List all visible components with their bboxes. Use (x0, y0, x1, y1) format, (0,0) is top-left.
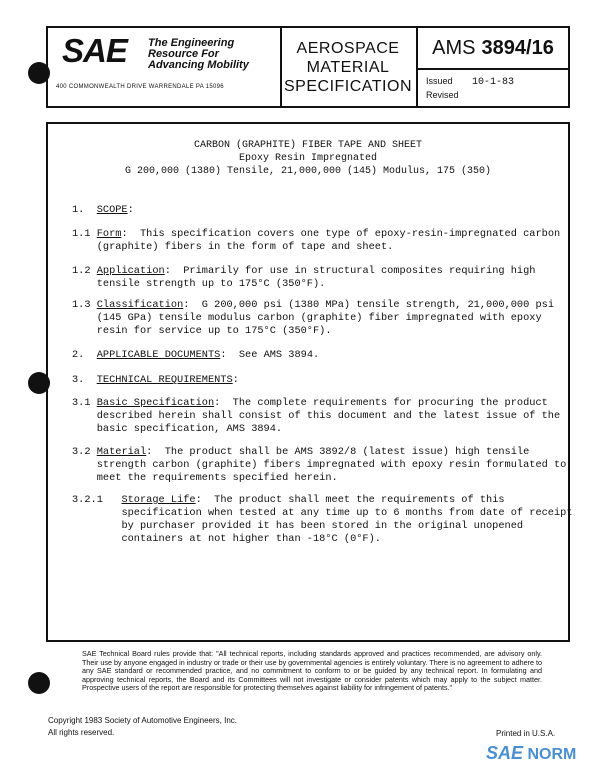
sae-norm-watermark (486, 743, 576, 764)
spec-title-line-1: AEROSPACE (296, 39, 400, 57)
section-3 (72, 374, 239, 387)
issued-label: Issued (426, 76, 453, 86)
section-number: 3.1 (72, 397, 91, 409)
section-number: 3. (72, 374, 85, 386)
section-text: : Primarily for use in structural composites requiring high (164, 265, 536, 277)
sae-technical-board-notice: SAE Technical Board rules provide that: "All technical reports, including standards approved and practices recommended, are advisory only. Their use by anyone engaged in industry or trade or their use by governmental agencies is entirely voluntary. There is no agreement to adhere to any SAE standard or recommended practice, and no commitment to conform to or be guided by any technical report. In formulating and approving technical reports, the Board and its Committees will not investigate or consider patents which may apply to the subject matter. Prospective users of the report are responsible for protecting themselves against liability for infringement of patents." (82, 649, 542, 693)
section-3-2 (72, 446, 566, 485)
copyright-line: Copyright 1983 Society of Automotive Engineers, Inc. (48, 716, 237, 725)
section-text: containers at not higher than -18°C (0°F). (121, 533, 381, 545)
spec-type-title (280, 28, 418, 106)
section-text: : The complete requirements for procuring the product (214, 397, 548, 409)
rights-line: All rights reserved. (48, 728, 115, 737)
sae-logo: SAE (62, 32, 127, 69)
section-text: : (232, 374, 239, 386)
section-text: (graphite) fibers in the form of tape and sheet. (96, 241, 394, 253)
printed-in: Printed in U.S.A. (496, 729, 556, 738)
section-1-2 (72, 265, 535, 291)
section-heading: Material (96, 446, 147, 458)
section-text: resin for service up to 175°C (350°F). (96, 325, 332, 337)
section-number: 1. (72, 204, 85, 216)
doc-title-line-3: G 200,000 (1380) Tensile, 21,000,000 (145) Modulus, 175 (350) (124, 166, 492, 177)
section-number: 1.2 (72, 265, 91, 277)
section-text: strength carbon (graphite) fibers impregnated with epoxy resin formulated to (96, 459, 567, 471)
section-number: 1.1 (72, 228, 91, 240)
section-1-3 (72, 299, 554, 338)
tagline-line-2: Resource For (148, 48, 219, 60)
specification-body (46, 122, 573, 642)
section-text: : (127, 204, 134, 216)
section-heading: SCOPE (96, 204, 128, 216)
section-heading: Basic Specification (96, 397, 215, 409)
section-number: 2. (72, 349, 85, 361)
tagline-line-3: Advancing Mobility (148, 59, 249, 71)
section-text: : G 200,000 psi (1380 MPa) tensile strength, 21,000,000 psi (183, 299, 554, 311)
section-3-1 (72, 397, 560, 436)
section-text: meet the requirements specified herein. (96, 472, 338, 484)
watermark-mark: SAE (486, 743, 524, 763)
tagline-line-1: The Engineering (148, 37, 235, 49)
section-heading: Classification (96, 299, 184, 311)
ams-number: 3894/16 (481, 37, 554, 59)
sae-address: 400 COMMONWEALTH DRIVE WARRENDALE PA 15096 (56, 84, 224, 90)
sae-logo-block (48, 28, 282, 106)
section-text: described herein shall consist of this document and the latest issue of the (96, 410, 561, 422)
section-text: (145 GPa) tensile modulus carbon (graphite) fiber impregnated with epoxy (96, 312, 542, 324)
section-text: : The product shall be AMS 3892/8 (latest issue) high tensile (146, 446, 530, 458)
doc-title-line-2: Epoxy Resin Impregnated (238, 153, 378, 164)
section-text: : See AMS 3894. (220, 349, 320, 361)
section-text: basic specification, AMS 3894. (96, 423, 283, 435)
section-heading: Application (96, 265, 165, 277)
ams-number-box (418, 28, 568, 70)
section-number: 3.2.1 (72, 494, 103, 506)
section-heading: Storage Life (121, 494, 196, 506)
copyright-block (48, 715, 237, 739)
document-header (46, 26, 570, 108)
issued-value: 10-1-83 (472, 77, 515, 88)
section-3-2-1 (72, 494, 573, 546)
section-heading: APPLICABLE DOCUMENTS (96, 349, 221, 361)
section-heading: TECHNICAL REQUIREMENTS (96, 374, 233, 386)
section-1 (72, 204, 134, 217)
doc-title-line-1: CARBON (GRAPHITE) FIBER TAPE AND SHEET (193, 140, 423, 151)
section-number: 3.2 (72, 446, 91, 458)
ams-prefix: AMS (432, 37, 476, 59)
spec-title-line-2: MATERIAL (306, 58, 390, 76)
section-text: specification when tested at any time up to 6 months from date of receipt (121, 507, 573, 519)
issue-dates (426, 76, 514, 104)
sae-tagline (148, 38, 278, 71)
section-text: : The product shall meet the requirements of this (195, 494, 505, 506)
section-text: : This specification covers one type of epoxy-resin-impregnated carbon (121, 228, 561, 240)
watermark-text: NORM (527, 746, 577, 763)
section-text: by purchaser provided it has been stored in the original unopened (121, 520, 524, 532)
punch-hole-bottom (28, 672, 50, 694)
spec-title-line-3: SPECIFICATION (284, 77, 412, 95)
revised-label: Revised (426, 90, 459, 100)
section-text: tensile strength up to 175°C (350°F). (96, 278, 326, 290)
section-number: 1.3 (72, 299, 91, 311)
section-heading: Form (96, 228, 122, 240)
section-2 (72, 349, 319, 362)
section-1-1 (72, 228, 560, 254)
